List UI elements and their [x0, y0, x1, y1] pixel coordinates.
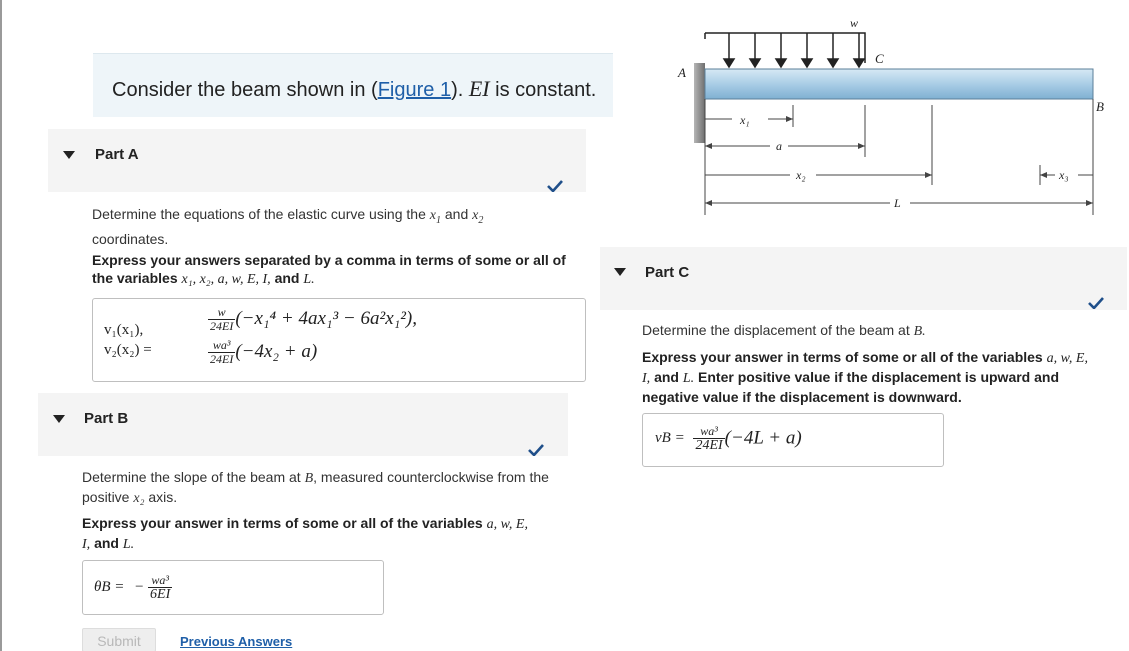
- part-a-instr-vars: x₁, x₂, a, w, E, I,: [181, 272, 271, 287]
- caret-down-icon[interactable]: [614, 268, 626, 276]
- part-a-desc-and: and: [444, 206, 469, 222]
- part-a-desc-x1: $x_1$: [429, 208, 441, 226]
- part-a-answer-2: [208, 339, 317, 366]
- part-b-answer: [94, 574, 172, 601]
- part-b-description: [82, 468, 572, 508]
- part-c-instr-line-3: negative value if the displacement is downward.: [642, 389, 962, 405]
- answer-1-expression: (−x₁⁴ + 4ax₁³ − 6a²x₁²),: [235, 307, 418, 329]
- part-a-desc-x2: $x_2$: [472, 208, 484, 226]
- part-c-desc-B: B.: [913, 324, 926, 339]
- part-c-instr-and: and: [654, 369, 679, 385]
- intro-ei: EI: [468, 76, 490, 101]
- part-a-instr-and: and: [274, 270, 300, 286]
- label-a: a: [776, 139, 782, 153]
- label-w: w: [850, 16, 859, 30]
- answer-label-vB: vB =: [655, 430, 685, 446]
- part-c-answer: [655, 425, 802, 452]
- left-border: [0, 0, 2, 651]
- answer-label-thetaB: θB =: [94, 579, 125, 595]
- part-a-answer-1: [208, 306, 417, 333]
- intro-text-after: ).: [451, 79, 469, 101]
- label-x2: x₂: [796, 168, 806, 182]
- part-c-instr-vars: a, w, E,: [1046, 351, 1088, 366]
- part-b-desc-B: B: [304, 471, 314, 486]
- label-x3: x₃: [1059, 168, 1069, 182]
- part-a-instruction: [92, 251, 592, 289]
- answer-1-denominator: 24EI: [210, 319, 234, 333]
- part-b-desc-text-3: positive: [82, 489, 130, 505]
- answer-2-denominator: 24EI: [210, 352, 234, 366]
- checkmark-icon: [528, 444, 544, 456]
- part-b-instr-L: L.: [122, 537, 135, 552]
- part-b-instr-and: and: [94, 535, 119, 551]
- label-B: B: [1096, 99, 1104, 114]
- part-c-title: Part C: [645, 264, 690, 281]
- answer-1-numerator: w: [217, 305, 226, 319]
- part-c-description: [642, 321, 1122, 341]
- answer-c-expression: (−4L + a): [724, 427, 802, 449]
- part-a-answer-labels: [104, 320, 152, 360]
- part-c-instruction: [642, 348, 1122, 406]
- intro-text-end: is constant.: [489, 79, 597, 101]
- caret-down-icon[interactable]: [53, 415, 65, 423]
- intro-statement: [112, 76, 596, 102]
- answer-1-fraction: [208, 306, 235, 333]
- beam: [705, 69, 1093, 99]
- part-b-instr-vars: a, w, E,: [486, 517, 528, 532]
- answer-c-denominator: 24EI: [695, 438, 723, 453]
- label-A: A: [678, 65, 686, 80]
- checkmark-icon: [1088, 297, 1104, 309]
- part-a-title: Part A: [95, 146, 139, 163]
- answer-sign: −: [134, 579, 145, 595]
- answer-2-expression: (−4x₂ + a): [235, 340, 318, 362]
- answer-2-fraction: [208, 339, 235, 366]
- answer-2-numerator: wa³: [212, 338, 231, 352]
- label-x1: x₁: [740, 113, 750, 127]
- part-b-desc-x2: x₂: [133, 491, 145, 506]
- intro-text-before: Consider the beam shown in (: [112, 79, 378, 101]
- part-c-instr-I: I,: [642, 371, 651, 386]
- label-L: L: [894, 196, 901, 210]
- caret-down-icon[interactable]: [63, 151, 75, 159]
- part-b-desc-text-4: axis.: [148, 489, 178, 505]
- answer-label-v1: v₁(x₁),: [104, 322, 144, 338]
- part-c-instr-L: L.: [682, 371, 695, 386]
- part-a-instr-line-1: Express your answers separated by a comma in terms of some or all of: [92, 252, 566, 268]
- previous-answers-link[interactable]: Previous Answers: [180, 634, 293, 649]
- part-b-instr-I: I,: [82, 537, 91, 552]
- answer-c-numerator: wa³: [700, 424, 718, 438]
- answer-b-numerator: wa³: [151, 573, 169, 587]
- fixed-wall-support: [694, 63, 705, 143]
- submit-button[interactable]: Submit: [82, 628, 156, 651]
- part-a-desc-text-2: coordinates.: [92, 230, 169, 247]
- checkmark-icon: [547, 180, 563, 192]
- part-a-description: [92, 205, 572, 248]
- distributed-load-arrows: [724, 33, 864, 67]
- part-c-instr-line-2: Enter positive value if the displacement is upward and: [698, 369, 1060, 385]
- answer-b-fraction: [148, 574, 172, 601]
- part-c-desc-text: Determine the displacement of the beam at: [642, 322, 910, 338]
- part-b-instruction: [82, 514, 572, 554]
- part-b-instr-line-1: Express your answer in terms of some or all of the variables: [82, 515, 483, 531]
- label-C: C: [875, 51, 884, 66]
- part-b-desc-text-1: Determine the slope of the beam at: [82, 469, 301, 485]
- part-a-instr-line-2: the variables: [92, 270, 178, 286]
- answer-c-fraction: [693, 425, 724, 452]
- part-b-desc-text-2: , measured counterclockwise from the: [313, 469, 549, 485]
- dimension-arrowheads: [705, 116, 1093, 206]
- part-a-desc-text-1: Determine the equations of the elastic curve using the: [92, 206, 426, 222]
- beam-figure: [670, 5, 1110, 220]
- figure-link[interactable]: Figure 1: [377, 79, 452, 101]
- part-a-instr-L: L.: [303, 272, 315, 287]
- answer-b-denominator: 6EI: [150, 587, 171, 602]
- answer-label-v2: v₂(x₂) =: [104, 342, 152, 358]
- part-c-instr-line-1: Express your answer in terms of some or all of the variables: [642, 349, 1043, 365]
- part-b-title: Part B: [84, 410, 129, 427]
